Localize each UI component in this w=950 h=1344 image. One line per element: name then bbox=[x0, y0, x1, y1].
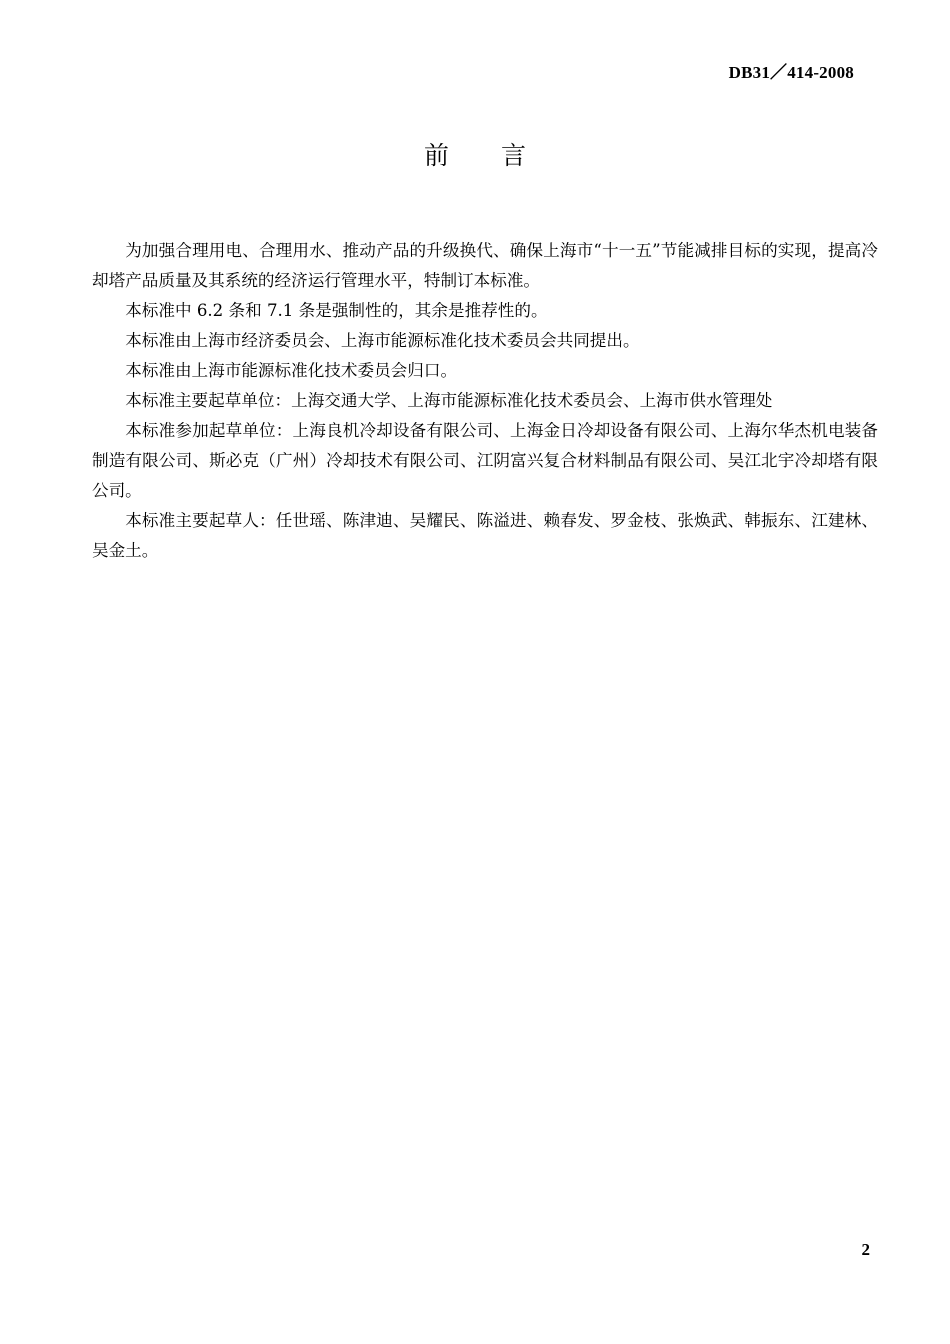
foreword-body bbox=[92, 236, 878, 566]
standard-code: DB31／414-2008 bbox=[728, 63, 854, 82]
paragraph-proposed-by: 本标准由上海市经济委员会、上海市能源标准化技术委员会共同提出。 bbox=[125, 331, 640, 350]
page-title: 前 言 bbox=[424, 141, 548, 170]
paragraph-mandatory-clauses: 本标准中 6.2 条和 7.1 条是强制性的，其余是推荐性的。 bbox=[125, 301, 548, 320]
page-number: 2 bbox=[861, 1240, 870, 1259]
paragraph-participating-units: 本标准参加起草单位：上海良机冷却设备有限公司、上海金日冷却设备有限公司、上海尔华杰机电装备制造有限公司、斯必克（广州）冷却技术有限公司、江阴富兴复合材料制品有限公司、吴江北宇冷却塔有限公司。 bbox=[92, 421, 878, 500]
paragraph-drafters: 本标准主要起草人：任世瑶、陈津迪、吴耀民、陈溢进、赖春发、罗金枝、张焕武、韩振东、江建林、吴金土。 bbox=[92, 511, 878, 560]
paragraph-purpose: 为加强合理用电、合理用水、推动产品的升级换代、确保上海市“十一五”节能减排目标的实现，提高冷却塔产品质量及其系统的经济运行管理水平，特制订本标准。 bbox=[92, 241, 878, 290]
paragraph-main-drafting-units: 本标准主要起草单位：上海交通大学、上海市能源标准化技术委员会、上海市供水管理处 bbox=[125, 391, 773, 410]
paragraph-administered-by: 本标准由上海市能源标准化技术委员会归口。 bbox=[125, 361, 458, 380]
